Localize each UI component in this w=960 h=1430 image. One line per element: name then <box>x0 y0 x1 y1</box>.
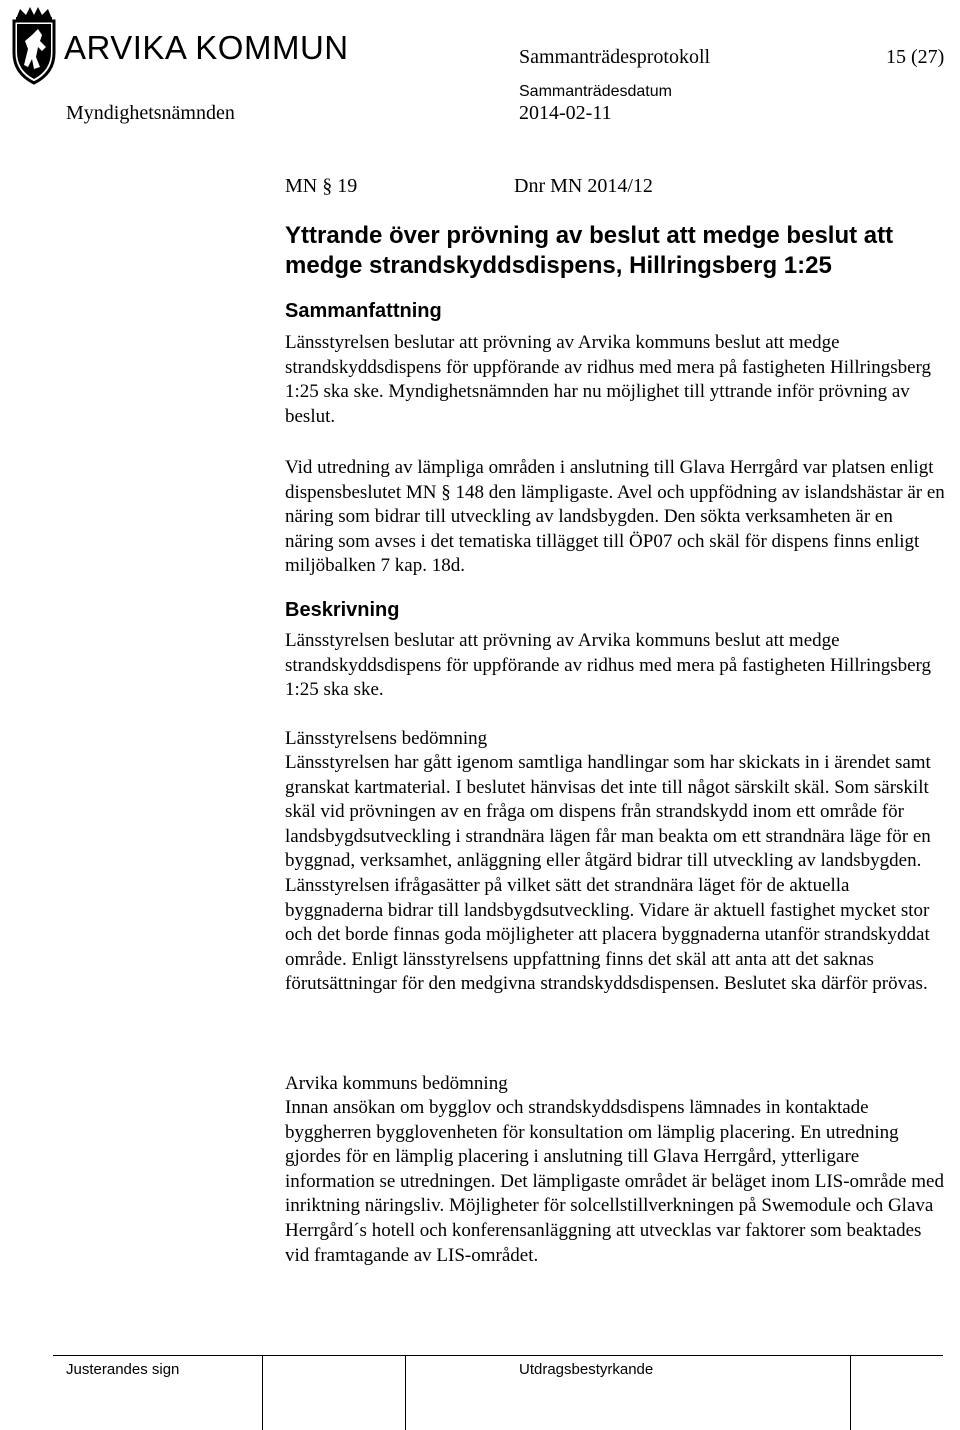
footer-extract-label: Utdragsbestyrkande <box>519 1361 654 1378</box>
footer-column-divider <box>262 1356 263 1430</box>
logo-text: ARVIKA KOMMUN <box>64 29 349 66</box>
diary-number: Dnr MN 2014/12 <box>514 175 653 197</box>
document-type: Sammanträdesprotokoll <box>519 46 711 68</box>
description-intro <box>285 629 945 703</box>
footer-column-divider <box>405 1356 406 1430</box>
municipality-assessment-heading: Arvika kommuns bedömning <box>285 1073 508 1094</box>
county-assessment-heading: Länsstyrelsens bedömning <box>285 728 488 749</box>
page-title: Yttrande över prövning av beslut att medge beslut att medge strandskyddsdispens, Hillringsberg 1:25 <box>285 222 894 279</box>
county-assessment <box>285 751 945 997</box>
description-heading: Beskrivning <box>285 599 400 621</box>
department-name: Myndighetsnämnden <box>66 102 235 124</box>
summary-text: Vid utredning av lämpliga områden i anslutning till Glava Herrgård var platsen enligt dispensbeslutet MN § 148 den lämpligaste. Avel och uppfödning av islandshästar är en näring som bidrar till utveckling av landsbygden. Den sökta verksamheten är en näring som avses i det tematiska tillägget till ÖP07 och skäl för dispens finns enligt miljöbalken 7 kap. 18d. <box>285 457 945 577</box>
summary-heading: Sammanfattning <box>285 300 442 322</box>
municipality-assessment <box>285 1096 945 1268</box>
footer-divider <box>53 1355 943 1356</box>
page-number: 15 (27) <box>886 46 945 68</box>
summary-paragraph <box>285 456 945 579</box>
case-number: MN § 19 <box>285 175 358 197</box>
summary-text: Länsstyrelsen beslutar att prövning av Arvika kommuns beslut att medge strandskyddsdispens för uppförande av ridhus med mera på fastigheten Hillringsberg 1:25 ska ske. Myndighetsnämnden har nu möjlighet till yttrande inför prövning av beslut. <box>285 332 932 427</box>
footer-column-divider <box>850 1356 851 1430</box>
summary-paragraph <box>285 331 945 429</box>
footer-sign-label: Justerandes sign <box>66 1361 180 1378</box>
meeting-date-label: Sammanträdesdatum <box>519 83 672 100</box>
meeting-date: 2014-02-11 <box>519 102 612 124</box>
county-assessment-text: Länsstyrelsen har gått igenom samtliga handlingar som har skickats in i ärendet samt granskat kartmaterial. I beslutet hänvisas det inte till något särskilt skäl. Som särskilt skäl vid prövningen av en fråga om dispens från strandskydd inom ett område för landsbygdsutveckling i strandnära lägen får man beakta om ett strandnära läge för en byggnad, verksamhet, anläggning eller åtgärd bidrar till utveckling av landsbygden. Länsstyrelsen ifrågasätter på vilket sätt det strandnära läget för de aktuella byggnaderna bidrar till landsbygdsutveckling. Vidare är aktuell fastighet mycket stor och det borde finnas goda möjligheter att placera byggnaderna utanför strandskyddat område. Enligt länsstyrelsens uppfattning finns det skäl att anta att det saknas förutsättningar för den medgivna strandskyddsdispensen. Beslutet ska därför prövas. <box>285 752 931 995</box>
coat-of-arms-icon <box>8 5 60 85</box>
municipality-assessment-text: Innan ansökan om bygglov och strandskyddsdispens lämnades in kontaktade byggherren bygglovenheten för konsultation om lämplig placering. En utredning gjordes för en lämplig placering i anslutning till Glava Herrgård, ytterligare information se utredningen. Det lämpligaste området är beläget inom LIS-område med inriktning näringsliv. Möjligheter för solcellstillverkningen på Swemodule och Glava Herrgård´s hotell och konferensanläggning att utvecklas var faktorer som beaktades vid framtagande av LIS-området. <box>285 1097 944 1266</box>
description-intro-text: Länsstyrelsen beslutar att prövning av Arvika kommuns beslut att medge strandskyddsdispens för uppförande av ridhus med mera på fastigheten Hillringsberg 1:25 ska ske. <box>285 630 932 701</box>
